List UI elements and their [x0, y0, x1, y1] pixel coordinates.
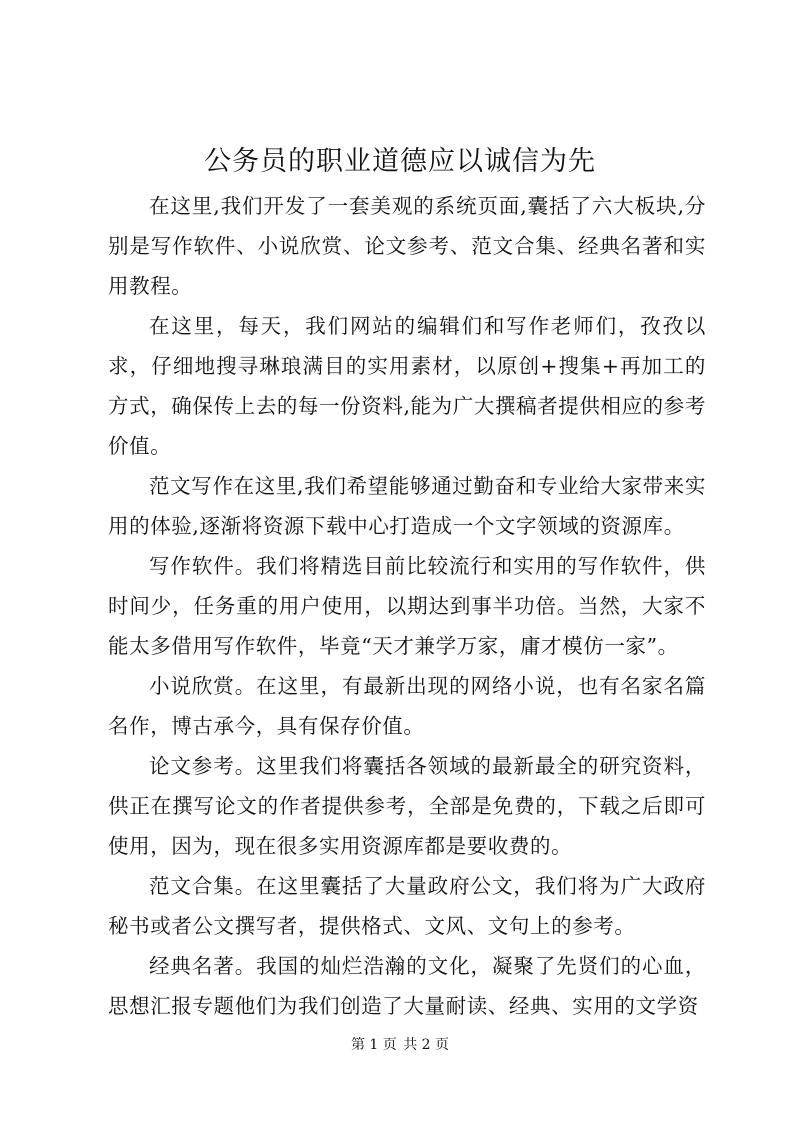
paragraph: 论文参考。这里我们将囊括各领域的最新最全的研究资料，供正在撰写论文的作者提供参考，全部是免费的，下载之后即可使用，因为，现在很多实用资源库都是要收费的。 — [108, 754, 706, 858]
document-title: 公务员的职业道德应以诚信为先 — [204, 146, 596, 177]
paragraph: 经典名著。我国的灿烂浩瀚的文化，凝聚了先贤们的心血，思想汇报专题他们为我们创造了大量耐读、经典、实用的文学资 — [108, 954, 706, 1018]
page-number-current: 第 1 页 — [350, 1037, 397, 1053]
paragraph: 范文合集。在这里囊括了大量政府公文，我们将为广大政府秘书或者公文撰写者，提供格式、文风、文句上的参考。 — [108, 874, 706, 938]
paragraph: 在这里,我们开发了一套美观的系统页面,囊括了六大板块,分别是写作软件、小说欣赏、论文参考、范文合集、经典名著和实用教程。 — [108, 194, 706, 298]
paragraph: 范文写作在这里,我们希望能够通过勤奋和专业给大家带来实用的体验,逐渐将资源下载中心打造成一个文字领域的资源库。 — [108, 474, 706, 538]
paragraph: 小说欣赏。在这里，有最新出现的网络小说，也有名家名篇名作，博古承今，具有保存价值。 — [108, 674, 706, 738]
page-footer — [0, 1035, 800, 1055]
paragraph: 在这里，每天，我们网站的编辑们和写作老师们，孜孜以求，仔细地搜寻琳琅满目的实用素材，以原创+搜集+再加工的方式，确保传上去的每一份资料,能为广大撰稿者提供相应的参考价值。 — [108, 314, 706, 458]
paragraph: 写作软件。我们将精选目前比较流行和实用的写作软件，供时间少，任务重的用户使用，以期达到事半功倍。当然，大家不能太多借用写作软件，毕竟“天才兼学万家，庸才模仿一家”。 — [108, 554, 706, 658]
document-body — [108, 186, 706, 1026]
page-number-total: 共 2 页 — [403, 1037, 450, 1053]
